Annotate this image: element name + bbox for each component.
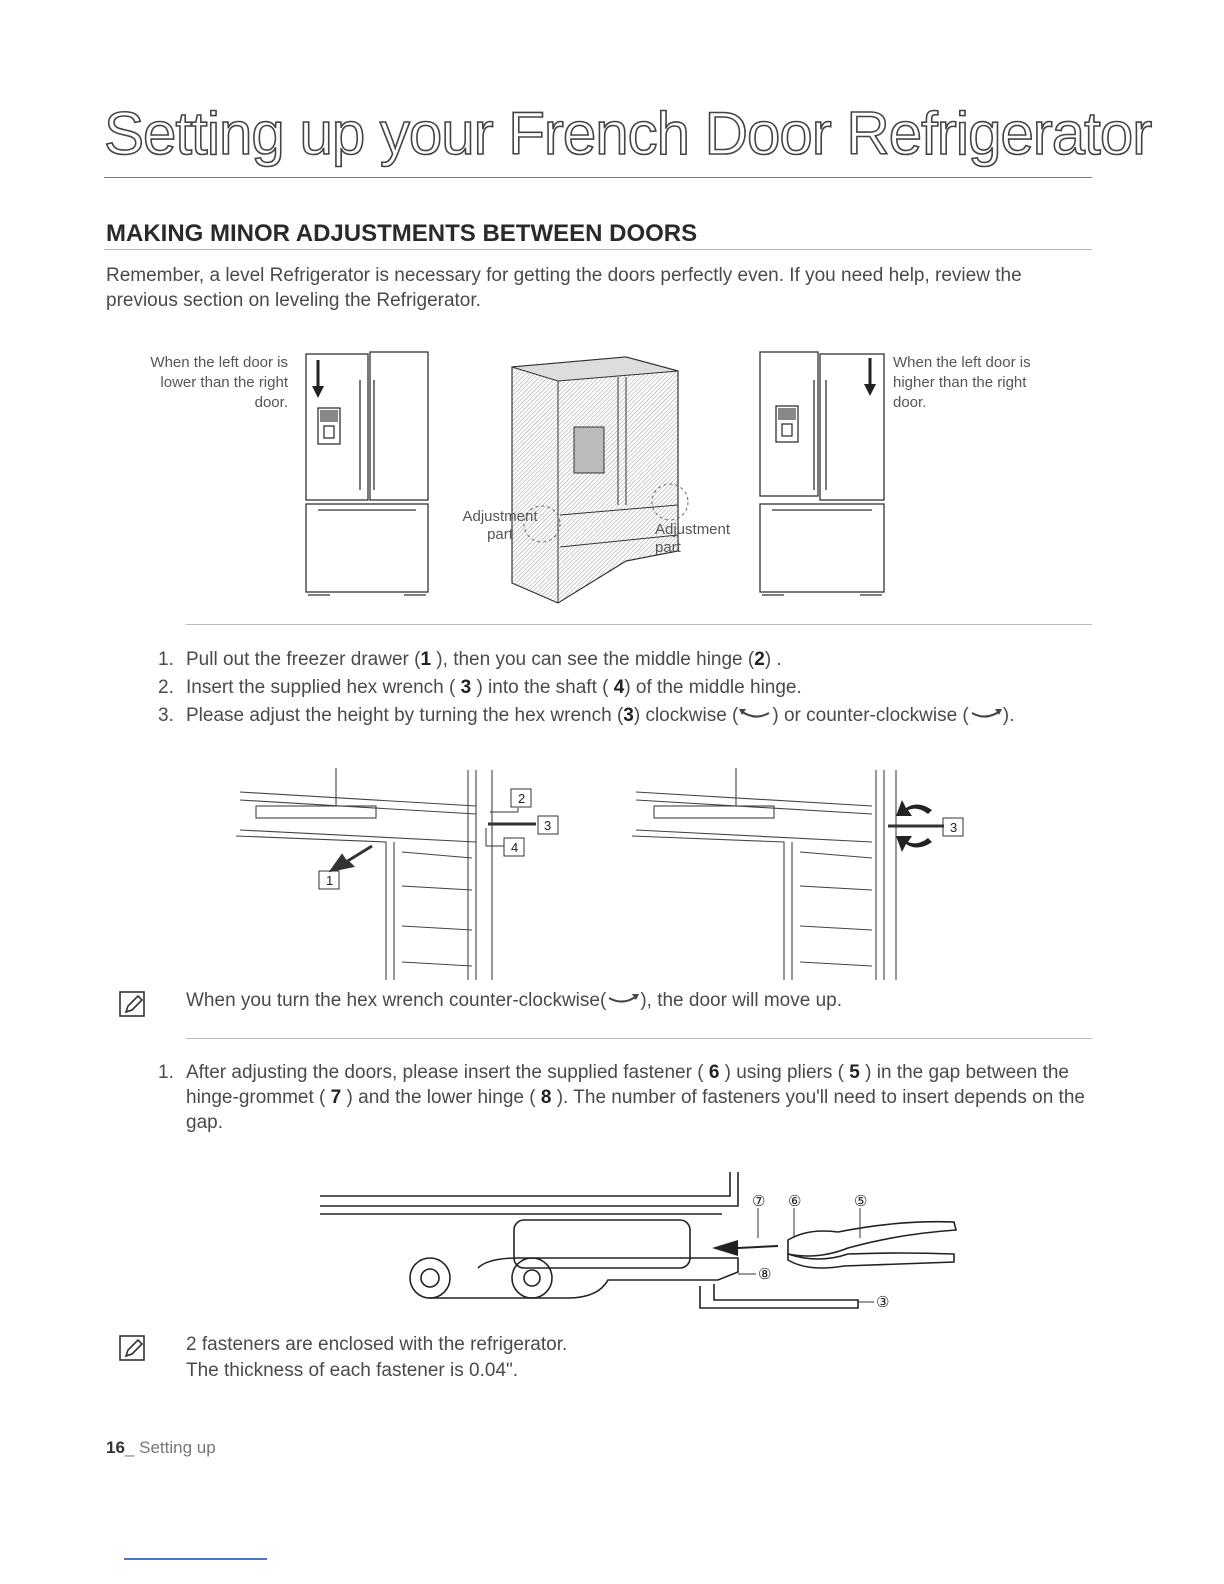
note-counter-clockwise: When you turn the hex wrench counter-clockwise( ), the door will move up. [118,988,1118,1020]
svg-text:1: 1 [326,873,334,888]
svg-text:3: 3 [950,820,958,835]
left-door-higher-caption: When the left door is higher than the right door. [893,354,1031,411]
counter-clockwise-arrow-icon [606,992,640,1006]
page-title: Setting up your French Door Refrigerator [104,100,1152,167]
svg-text:4: 4 [511,840,519,855]
left-door-lower-caption: When the left door is lower than the right door. [150,354,288,411]
label-5: ⑤ [854,1193,868,1210]
figure-divider-1 [186,624,1092,625]
title-divider [104,177,1092,178]
fridge-left-lower-illustration [300,350,435,600]
intro-paragraph: Remember, a level Refrigerator is necessary for getting the doors perfectly even. If you need help, review the previous section on leveling the Refrigerator. [106,265,1022,311]
fridge-left-higher-illustration [756,350,891,600]
note-icon [118,1334,148,1364]
hinge-wrench-right-illustration [632,766,972,986]
bottom-accent-line [124,1558,267,1560]
adjustment-steps-list [150,646,1014,730]
label-6: ⑥ [788,1193,802,1210]
adjustment-part-right-label: Adjustment part [655,521,731,556]
counter-clockwise-arrow-icon [969,707,1003,721]
hinge-wrench-left-illustration [236,766,576,986]
adjustment-part-left-label: Adjustment part [462,508,538,543]
label-8: ⑧ [758,1266,772,1283]
clockwise-arrow-icon [738,707,772,721]
label-3: ③ [876,1294,890,1311]
step-2: 2. Insert the supplied hex wrench ( 3 ) into the shaft ( 4) of the middle hinge. [158,677,802,698]
svg-text:3: 3 [544,818,552,833]
fastener-step-1: 1. After adjusting the doors, please insert the supplied fastener ( 6 ) using pliers ( 5 ) in the gap between the hinge-grommet ( 7 ) and the lower hinge ( 8 ). The number of fasteners you'll need to insert depends on the gap. [158,1062,1085,1133]
fastener-pliers-illustration [318,1168,968,1318]
note-icon [118,990,148,1020]
note-fasteners: 2 fasteners are enclosed with the refrigerator. The thickness of each fastener is 0.04". [118,1332,1018,1392]
svg-text:2: 2 [518,791,526,806]
step-1: 1. Pull out the freezer drawer (1 ), then you can see the middle hinge (2) . [158,649,782,670]
section-divider [104,249,1092,250]
figure-divider-2 [186,1038,1092,1039]
page-footer: 16_ Setting up [106,1438,216,1457]
step-3: 3. Please adjust the height by turning the hex wrench (3) clockwise ( ) or counter-clockwise ( ). [158,705,1015,726]
section-heading: MAKING MINOR ADJUSTMENTS BETWEEN DOORS [106,220,698,247]
fastener-steps-list [150,1060,1090,1135]
label-7: ⑦ [752,1193,766,1210]
